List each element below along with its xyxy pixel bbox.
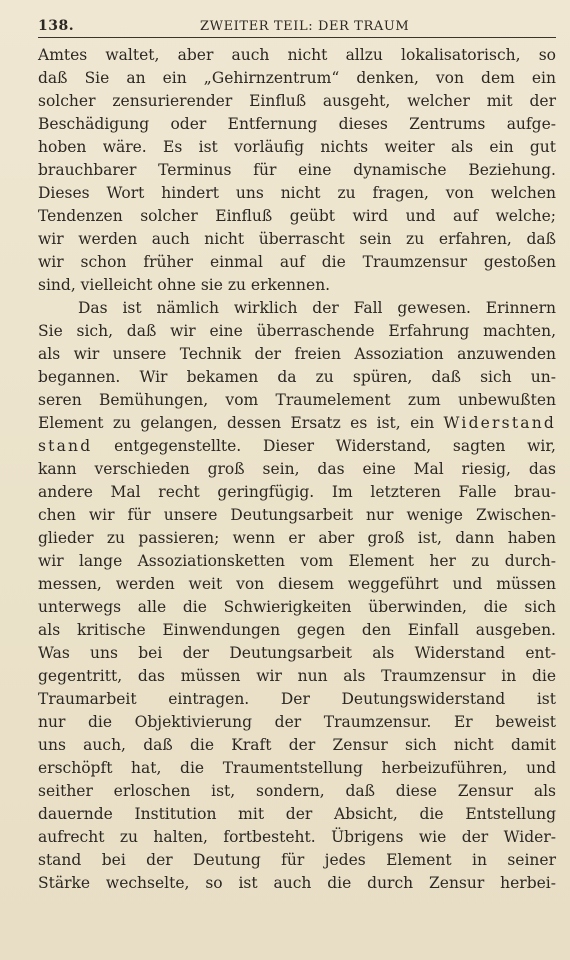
- text-line: Beschädigung oder Entfernung dieses Zentrums aufge-: [38, 115, 556, 133]
- body-text: [38, 44, 556, 895]
- text-line: brauchbarer Terminus für eine dynamische Beziehung.: [38, 161, 556, 179]
- text-line: begannen. Wir bekamen da zu spüren, daß sich un-: [38, 368, 556, 386]
- text-line: seither erloschen ist, sondern, daß diese Zensur als: [38, 782, 556, 800]
- spaced-emphasis: Widerstand: [443, 414, 556, 432]
- page-number: 138.: [38, 18, 75, 34]
- text-line: sind, vielleicht ohne sie zu erkennen.: [38, 276, 331, 294]
- text-line: [38, 435, 556, 458]
- text-line: Tendenzen solcher Einfluß geübt wird und auf welche;: [38, 207, 556, 225]
- text-line: wir schon früher einmal auf die Traumzensur gestoßen: [38, 253, 556, 271]
- text-line: Sie sich, daß wir eine überraschende Erfahrung machten,: [38, 322, 556, 340]
- text-line: [38, 412, 556, 435]
- text-line: unterwegs alle die Schwierigkeiten überwinden, die sich: [38, 598, 556, 616]
- text-line: nur die Objektivierung der Traumzensur. Er beweist: [38, 713, 556, 731]
- text-line: gegentritt, das müssen wir nun als Traumzensur in die: [38, 667, 556, 685]
- text-line: andere Mal recht geringfügig. Im letzteren Falle brau-: [38, 483, 556, 501]
- text-line: als wir unsere Technik der freien Assoziation anzuwenden: [38, 345, 556, 363]
- text-line: Was uns bei der Deutungsarbeit als Widerstand ent-: [38, 644, 556, 662]
- text-line: Dieses Wort hindert uns nicht zu fragen, von welchen: [38, 184, 556, 202]
- text-line: Amtes waltet, aber auch nicht allzu lokalisatorisch, so: [38, 46, 556, 64]
- text-line: aufrecht zu halten, fortbesteht. Übrigens wie der Wider-: [38, 828, 556, 846]
- text-line: kann verschieden groß sein, das eine Mal riesig, das: [38, 460, 556, 478]
- text-line: uns auch, daß die Kraft der Zensur sich nicht damit: [38, 736, 556, 754]
- page-header: [38, 16, 556, 38]
- text-segment: entgegenstellte. Dieser Widerstand, sagten wir,: [114, 437, 556, 455]
- text-line: als kritische Einwendungen gegen den Einfall ausgeben.: [38, 621, 556, 639]
- text-line: seren Bemühungen, vom Traumelement zum unbewußten: [38, 391, 556, 409]
- text-line: daß Sie an ein „Gehirnzentrum“ denken, von dem ein: [38, 69, 556, 87]
- text-line: wir lange Assoziationsketten vom Element her zu durch-: [38, 552, 556, 570]
- text-line: glieder zu passieren; wenn er aber groß ist, dann haben: [38, 529, 556, 547]
- text-line: dauernde Institution mit der Absicht, die Entstellung: [38, 805, 556, 823]
- running-head: ZWEITER TEIL: DER TRAUM: [200, 19, 410, 34]
- text-line: hoben wäre. Es ist vorläufig nichts weiter als ein gut: [38, 138, 556, 156]
- text-line: messen, werden weit von diesem weggeführt und müssen: [38, 575, 556, 593]
- header-rule: [38, 37, 556, 38]
- text-line: Stärke wechselte, so ist auch die durch Zensur herbei-: [38, 874, 556, 892]
- text-line: stand bei der Deutung für jedes Element in seiner: [38, 851, 556, 869]
- text-segment: Element zu gelangen, dessen Ersatz es ist, ein: [38, 414, 435, 432]
- text-line: Traumarbeit eintragen. Der Deutungswiderstand ist: [38, 690, 556, 708]
- text-line: solcher zensurierender Einfluß ausgeht, welcher mit der: [38, 92, 556, 110]
- text-line: erschöpft hat, die Traumentstellung herbeizuführen, und: [38, 759, 556, 777]
- spaced-emphasis: stand: [38, 437, 93, 455]
- text-line: wir werden auch nicht überrascht sein zu erfahren, daß: [38, 230, 556, 248]
- paragraph-first-line: Das ist nämlich wirklich der Fall gewesen. Erinnern: [78, 299, 556, 317]
- text-line: chen wir für unsere Deutungsarbeit nur wenige Zwischen-: [38, 506, 556, 524]
